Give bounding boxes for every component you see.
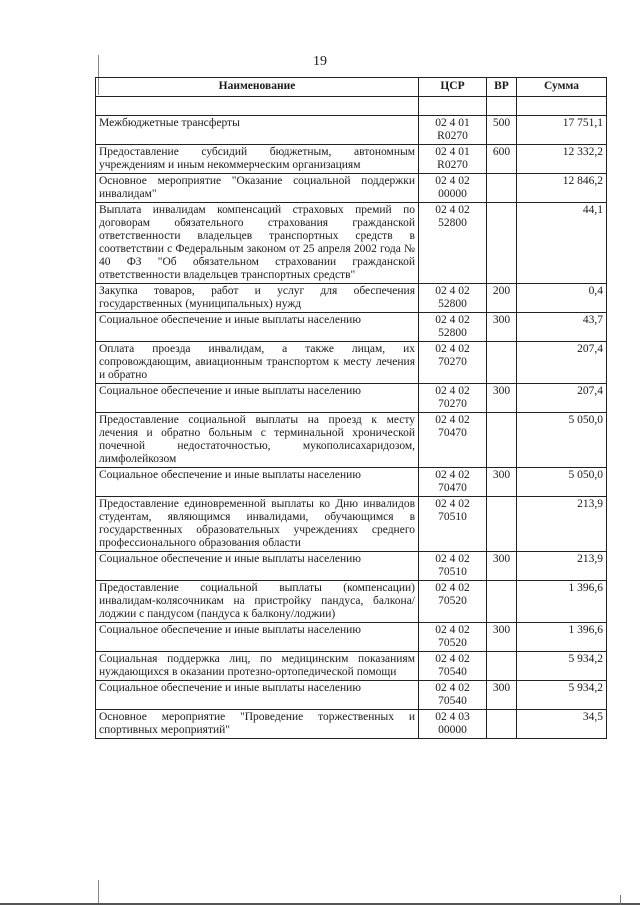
cell-sum: 5 050,0 xyxy=(517,468,607,497)
cell-vr: 200 xyxy=(487,284,517,313)
csr-line-1: 02 4 02 xyxy=(435,682,470,694)
table-row xyxy=(96,710,607,739)
csr-line-2: 70520 xyxy=(438,595,467,607)
csr-line-2: 70540 xyxy=(438,666,467,678)
csr-line-2: R0270 xyxy=(437,130,468,142)
csr-line-1: 02 4 01 xyxy=(435,117,470,129)
cell-csr xyxy=(419,413,487,468)
table-row xyxy=(96,116,607,145)
cell-name: Основное мероприятие "Проведение торжественных и спортивных мероприятий" xyxy=(96,710,419,739)
table-row xyxy=(96,284,607,313)
cell-vr: 300 xyxy=(487,623,517,652)
csr-line-1: 02 4 02 xyxy=(435,285,470,297)
csr-line-1: 02 4 02 xyxy=(435,553,470,565)
cell-csr xyxy=(419,710,487,739)
cell-vr xyxy=(487,413,517,468)
csr-line-1: 02 4 02 xyxy=(435,582,470,594)
table-row xyxy=(96,581,607,623)
cell-sum: 5 934,2 xyxy=(517,652,607,681)
cell-name: Предоставление социальной выплаты (компенсации) инвалидам-колясочникам на пристройку пандуса, балкона/лоджии с пандусом (пандуса к балкону/лоджии) xyxy=(96,581,419,623)
table-row xyxy=(96,384,607,413)
csr-line-2: 70510 xyxy=(438,566,467,578)
cell-sum: 5 050,0 xyxy=(517,413,607,468)
cell-csr xyxy=(419,284,487,313)
csr-line-2: 52800 xyxy=(438,217,467,229)
table-body xyxy=(96,116,607,739)
csr-line-1: 02 4 02 xyxy=(435,414,470,426)
csr-line-2: 70470 xyxy=(438,427,467,439)
cell-sum: 12 846,2 xyxy=(517,174,607,203)
cell-name: Выплата инвалидам компенсаций страховых премий по договорам обязательного страхования гражданской ответственности владельцев транспортных средств в соответствии с Федеральным законом от 25 апреля 2002 года № 40 ФЗ "Об обязательном страховании гражданской ответственности владельцев транспортных средств" xyxy=(96,203,419,284)
csr-line-1: 02 4 02 xyxy=(435,498,470,510)
cell-name: Закупка товаров, работ и услуг для обеспечения государственных (муниципальных) нужд xyxy=(96,284,419,313)
csr-line-2: 52800 xyxy=(438,298,467,310)
cell-csr xyxy=(419,497,487,552)
cell-vr: 600 xyxy=(487,145,517,174)
cell-csr xyxy=(419,384,487,413)
cell-csr xyxy=(419,681,487,710)
cell-sum: 43,7 xyxy=(517,313,607,342)
cell-name: Социальное обеспечение и иные выплаты населению xyxy=(96,313,419,342)
csr-line-1: 02 4 02 xyxy=(435,653,470,665)
table-row xyxy=(96,174,607,203)
scan-artifact-line xyxy=(98,880,99,905)
cell-vr: 500 xyxy=(487,116,517,145)
cell-sum: 213,9 xyxy=(517,497,607,552)
cell-vr: 300 xyxy=(487,384,517,413)
header-csr: ЦСР xyxy=(419,78,487,97)
cell-csr xyxy=(419,652,487,681)
cell-name: Оплата проезда инвалидам, а также лицам, их сопровождающим, авиационным транспортом к месту лечения и обратно xyxy=(96,342,419,384)
cell-name: Социальное обеспечение и иные выплаты населению xyxy=(96,623,419,652)
cell-csr xyxy=(419,174,487,203)
table-row xyxy=(96,413,607,468)
table-row xyxy=(96,623,607,652)
cell-sum: 1 396,6 xyxy=(517,623,607,652)
cell-csr xyxy=(419,313,487,342)
cell-name: Социальное обеспечение и иные выплаты населению xyxy=(96,384,419,413)
cell-vr: 300 xyxy=(487,681,517,710)
csr-line-2: 52800 xyxy=(438,327,467,339)
cell-vr xyxy=(487,710,517,739)
cell-name: Предоставление социальной выплаты на проезд к месту лечения и обратно больным с терминальной хронической почечной недостаточностью, мукополисахаридозом, лимфолейкозом xyxy=(96,413,419,468)
cell-sum: 12 332,2 xyxy=(517,145,607,174)
cell-csr xyxy=(419,203,487,284)
header-sum: Сумма xyxy=(517,78,607,97)
csr-line-2: 70270 xyxy=(438,398,467,410)
csr-line-1: 02 4 02 xyxy=(435,624,470,636)
cell-sum: 207,4 xyxy=(517,342,607,384)
csr-line-2: 70510 xyxy=(438,511,467,523)
csr-line-2: R0270 xyxy=(437,159,468,171)
cell-vr xyxy=(487,174,517,203)
table-row xyxy=(96,652,607,681)
cell-vr: 300 xyxy=(487,468,517,497)
csr-line-1: 02 4 02 xyxy=(435,314,470,326)
csr-line-1: 02 4 02 xyxy=(435,469,470,481)
cell-vr xyxy=(487,652,517,681)
table-row xyxy=(96,468,607,497)
csr-line-2: 70520 xyxy=(438,637,467,649)
cell-sum: 213,9 xyxy=(517,552,607,581)
csr-line-2: 70470 xyxy=(438,482,467,494)
cell-name: Предоставление субсидий бюджетным, автономным учреждениям и иным некоммерческим организациям xyxy=(96,145,419,174)
cell-vr xyxy=(487,497,517,552)
cell-name: Социальное обеспечение и иные выплаты населению xyxy=(96,468,419,497)
cell-sum: 0,4 xyxy=(517,284,607,313)
cell-sum: 34,5 xyxy=(517,710,607,739)
cell-csr xyxy=(419,468,487,497)
csr-line-1: 02 4 02 xyxy=(435,204,470,216)
cell-name: Социальное обеспечение и иные выплаты населению xyxy=(96,681,419,710)
cell-name: Предоставление единовременной выплаты ко Дню инвалидов студентам, являющимся инвалидами, обучающимся в государственных образовательных учреждениях среднего профессионального образования области xyxy=(96,497,419,552)
header-name: Наименование xyxy=(96,78,419,97)
cell-name: Социальная поддержка лиц, по медицинским показаниям нуждающихся в оказании протезно-ортопедической помощи xyxy=(96,652,419,681)
cell-csr xyxy=(419,145,487,174)
table-row xyxy=(96,681,607,710)
table-header-row xyxy=(96,78,607,97)
cell-vr: 300 xyxy=(487,313,517,342)
csr-line-1: 02 4 02 xyxy=(435,343,470,355)
csr-line-1: 02 4 03 xyxy=(435,711,470,723)
cell-sum: 17 751,1 xyxy=(517,116,607,145)
csr-line-2: 70540 xyxy=(438,695,467,707)
cell-name: Межбюджетные трансферты xyxy=(96,116,419,145)
table-row xyxy=(96,552,607,581)
cell-vr xyxy=(487,581,517,623)
cell-csr xyxy=(419,581,487,623)
cell-csr xyxy=(419,116,487,145)
csr-line-1: 02 4 02 xyxy=(435,175,470,187)
cell-csr xyxy=(419,342,487,384)
cell-name: Социальное обеспечение и иные выплаты населению xyxy=(96,552,419,581)
budget-table xyxy=(95,77,607,739)
cell-csr xyxy=(419,552,487,581)
scan-artifact-line xyxy=(620,895,621,905)
cell-sum: 1 396,6 xyxy=(517,581,607,623)
table-row xyxy=(96,342,607,384)
table-header-gap xyxy=(96,97,607,116)
csr-line-2: 70270 xyxy=(438,356,467,368)
cell-vr: 300 xyxy=(487,552,517,581)
cell-name: Основное мероприятие "Оказание социальной поддержки инвалидам" xyxy=(96,174,419,203)
cell-vr xyxy=(487,203,517,284)
csr-line-2: 00000 xyxy=(438,188,467,200)
cell-sum: 5 934,2 xyxy=(517,681,607,710)
cell-csr xyxy=(419,623,487,652)
cell-sum: 44,1 xyxy=(517,203,607,284)
table-row xyxy=(96,497,607,552)
table-row xyxy=(96,313,607,342)
table-row xyxy=(96,203,607,284)
page-number: 19 xyxy=(313,54,327,69)
cell-vr xyxy=(487,342,517,384)
table-row xyxy=(96,145,607,174)
csr-line-1: 02 4 02 xyxy=(435,385,470,397)
cell-sum: 207,4 xyxy=(517,384,607,413)
header-vr: ВР xyxy=(487,78,517,97)
csr-line-2: 00000 xyxy=(438,724,467,736)
csr-line-1: 02 4 01 xyxy=(435,146,470,158)
